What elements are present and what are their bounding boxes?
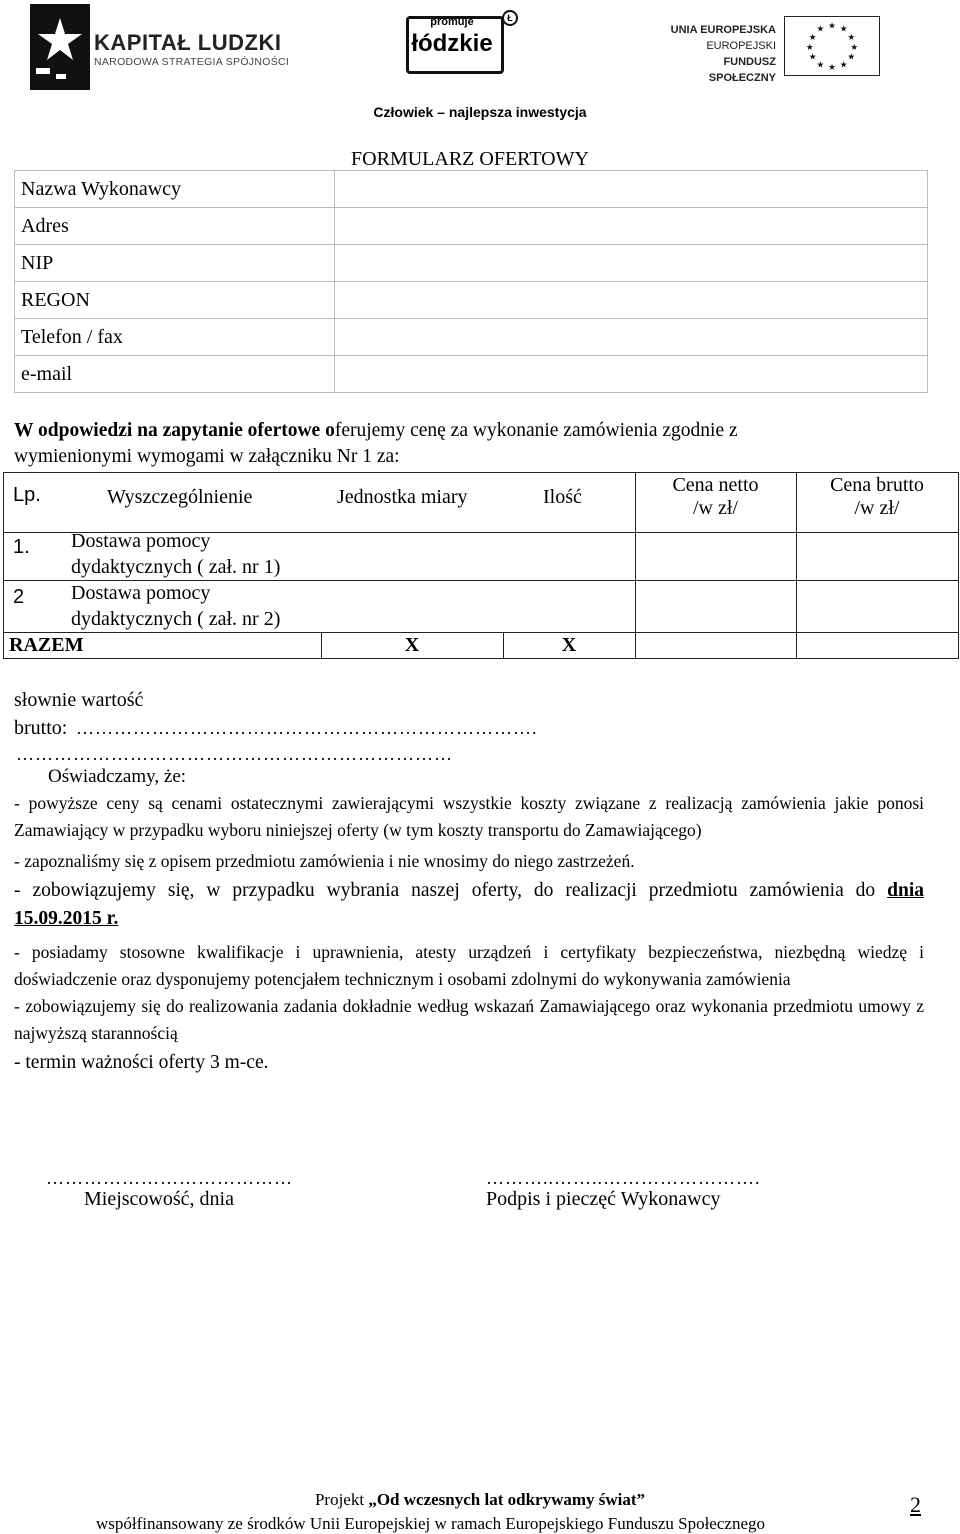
declaration-text: - zobowiązujemy się, w przypadku wybrania naszej oferty, do realizacji przedmiotu zamówienia do <box>14 880 888 901</box>
signature-field[interactable]: ………..……..……………………. <box>486 1168 761 1188</box>
footer-cofinanced: współfinansowany ze środków Unii Europejskiej w ramach Europejskiego Funduszu Społecznego <box>96 1514 765 1533</box>
eu-logo-text <box>660 22 776 86</box>
svg-text:★: ★ <box>816 24 825 35</box>
col-header-net-line: /w zł/ <box>693 497 738 519</box>
place-date-label: Miejscowość, dnia <box>84 1188 234 1210</box>
col-header-item: Wyszczególnienie <box>107 486 253 508</box>
slogan: Człowiek – najlepsza inwestycja <box>373 104 587 120</box>
total-label: RAZEM <box>9 634 84 656</box>
net-price-input-1[interactable] <box>636 533 795 579</box>
net-price-input-2[interactable] <box>636 581 795 631</box>
phone-fax-field[interactable] <box>335 319 928 356</box>
eu-line: FUNDUSZ SPOŁECZNY <box>708 56 776 84</box>
col-header-unit: Jednostka miary <box>337 486 468 508</box>
col-header-lp: Lp. <box>13 484 41 506</box>
deadline-date: dnia 15.09.2015 r. <box>14 880 924 929</box>
footer-project <box>0 1490 960 1510</box>
regon-field[interactable] <box>335 282 928 319</box>
col-header-gross-line: /w zł/ <box>854 497 900 519</box>
amount-in-words-label: brutto: <box>14 717 68 739</box>
row-item <box>71 580 280 632</box>
svg-text:★: ★ <box>847 33 856 44</box>
declaration-item: - powyższe ceny są cenami ostatecznymi zawierającymi wszystkie koszty związane z realizacją zamówienia jakie ponosi Zamawiający w przypadku wyboru niniejszej oferty (w tym koszty transportu do Zamawiającego) <box>14 793 924 840</box>
table-row <box>15 245 928 282</box>
row-item-line: dydaktycznych ( zał. nr 1) <box>71 556 281 578</box>
total-net-input[interactable] <box>636 633 795 657</box>
row-lp: 2 <box>13 586 25 608</box>
kapital-ludzki-logo <box>30 4 290 92</box>
intro-bold: W odpowiedzi na zapytanie ofertowe o <box>14 420 335 441</box>
svg-text:★: ★ <box>816 60 825 71</box>
address-field[interactable] <box>335 208 928 245</box>
page-title: FORMULARZ OFERTOWY <box>351 148 589 170</box>
row-lp: 1. <box>13 536 30 558</box>
logo-title: KAPITAŁ LUDZKI <box>94 30 282 55</box>
contractor-name-field[interactable] <box>335 171 928 208</box>
intro-paragraph <box>14 418 934 470</box>
intro-text-line2: wymienionymi wymogami w załączniku Nr 1 za: <box>14 446 400 467</box>
table-row <box>15 171 928 208</box>
amount-in-words-field-2[interactable]: …………………………………………………………… <box>16 744 453 764</box>
svg-text:★: ★ <box>805 42 814 53</box>
eu-line: UNIA EUROPEJSKA <box>670 24 776 36</box>
field-label: NIP <box>15 245 335 282</box>
signature-label: Podpis i pieczęć Wykonawcy <box>486 1188 721 1210</box>
col-header-net <box>635 474 796 520</box>
table-row <box>15 319 928 356</box>
field-label: Telefon / fax <box>15 319 335 356</box>
svg-text:★: ★ <box>808 33 817 44</box>
svg-text:★: ★ <box>828 63 836 74</box>
price-table <box>3 472 959 660</box>
svg-text:★: ★ <box>808 52 817 63</box>
field-label: e-mail <box>15 356 335 393</box>
field-label: Nazwa Wykonawcy <box>15 171 335 208</box>
footer-project-prefix: Projekt <box>314 1490 369 1509</box>
gross-price-input-1[interactable] <box>797 533 957 579</box>
table-row <box>15 356 928 393</box>
row-item-line: dydaktycznych ( zał. nr 2) <box>71 608 281 630</box>
table-border <box>3 658 958 659</box>
total-unit: X <box>404 634 420 656</box>
eu-logo <box>660 16 880 84</box>
col-header-gross <box>796 474 958 520</box>
table-row <box>15 208 928 245</box>
table-border <box>3 472 4 659</box>
declaration-item: - zobowiązujemy się do realizowania zadania dokładnie według wskazań Zamawiającego oraz wykonania przedmiotu umowy z najwyższą starannością <box>14 996 924 1043</box>
row-item <box>71 528 280 580</box>
row-item-line: Dostawa pomocy <box>71 582 211 604</box>
svg-text:★: ★ <box>839 24 848 35</box>
table-row <box>15 282 928 319</box>
table-border <box>3 472 958 473</box>
svg-text:★: ★ <box>828 21 836 32</box>
total-gross-input[interactable] <box>797 633 957 657</box>
place-date-field[interactable]: ………………………………… <box>46 1168 293 1188</box>
svg-text:★: ★ <box>839 60 848 71</box>
row-item-line: Dostawa pomocy <box>71 530 211 552</box>
table-border <box>958 472 959 659</box>
footer-project-name: „Od wczesnych lat odkrywamy świat” <box>368 1490 646 1509</box>
declaration-item: - zapoznaliśmy się z opisem przedmiotu zamówienia i nie wnosimy do niego zastrzeżeń. <box>14 851 635 871</box>
logo-big-text: łódzkie <box>411 30 493 57</box>
eu-line: EUROPEJSKI <box>706 40 776 52</box>
eu-flag-icon <box>784 16 880 76</box>
declarations <box>14 790 924 1077</box>
declaration-item: - termin ważności oferty 3 m-ce. <box>14 1052 269 1073</box>
declaration-item: - posiadamy stosowne kwalifikacje i uprawnienia, atesty urządzeń i certyfikaty bezpieczeństwa, niezbędną wiedzę i doświadczenie oraz dysponujemy potencjałem technicznym i osobami zdolnymi do wykonywania zamówienia <box>14 942 924 989</box>
email-field[interactable] <box>335 356 928 393</box>
field-label: Adres <box>15 208 335 245</box>
svg-text:★: ★ <box>847 52 856 63</box>
declaration-title: Oświadczamy, że: <box>48 766 187 787</box>
col-header-net-line: Cena netto <box>672 474 759 496</box>
col-header-gross-line: Cena brutto <box>830 474 924 496</box>
declaration-item <box>14 877 924 933</box>
amount-in-words-label: słownie wartość <box>14 689 144 711</box>
star-emblem-icon <box>30 4 90 90</box>
logo-small-text: promuje <box>430 16 474 28</box>
svg-text:★: ★ <box>850 42 859 53</box>
page-number: 2 <box>910 1492 921 1517</box>
e-mark-icon: Ł <box>502 10 518 26</box>
nip-field[interactable] <box>335 245 928 282</box>
logo-subtitle: NARODOWA STRATEGIA SPÓJNOŚCI <box>94 56 290 68</box>
promuje-lodzkie-logo <box>406 12 518 74</box>
col-header-qty: Ilość <box>543 486 582 508</box>
amount-in-words-field[interactable]: ………………………………………………………………. <box>76 718 538 738</box>
field-label: REGON <box>15 282 335 319</box>
gross-price-input-2[interactable] <box>797 581 957 631</box>
intro-text: ferujemy cenę za wykonanie zamówienia zgodnie z <box>334 420 738 441</box>
total-qty: X <box>561 634 577 656</box>
contractor-info-table <box>14 170 928 393</box>
